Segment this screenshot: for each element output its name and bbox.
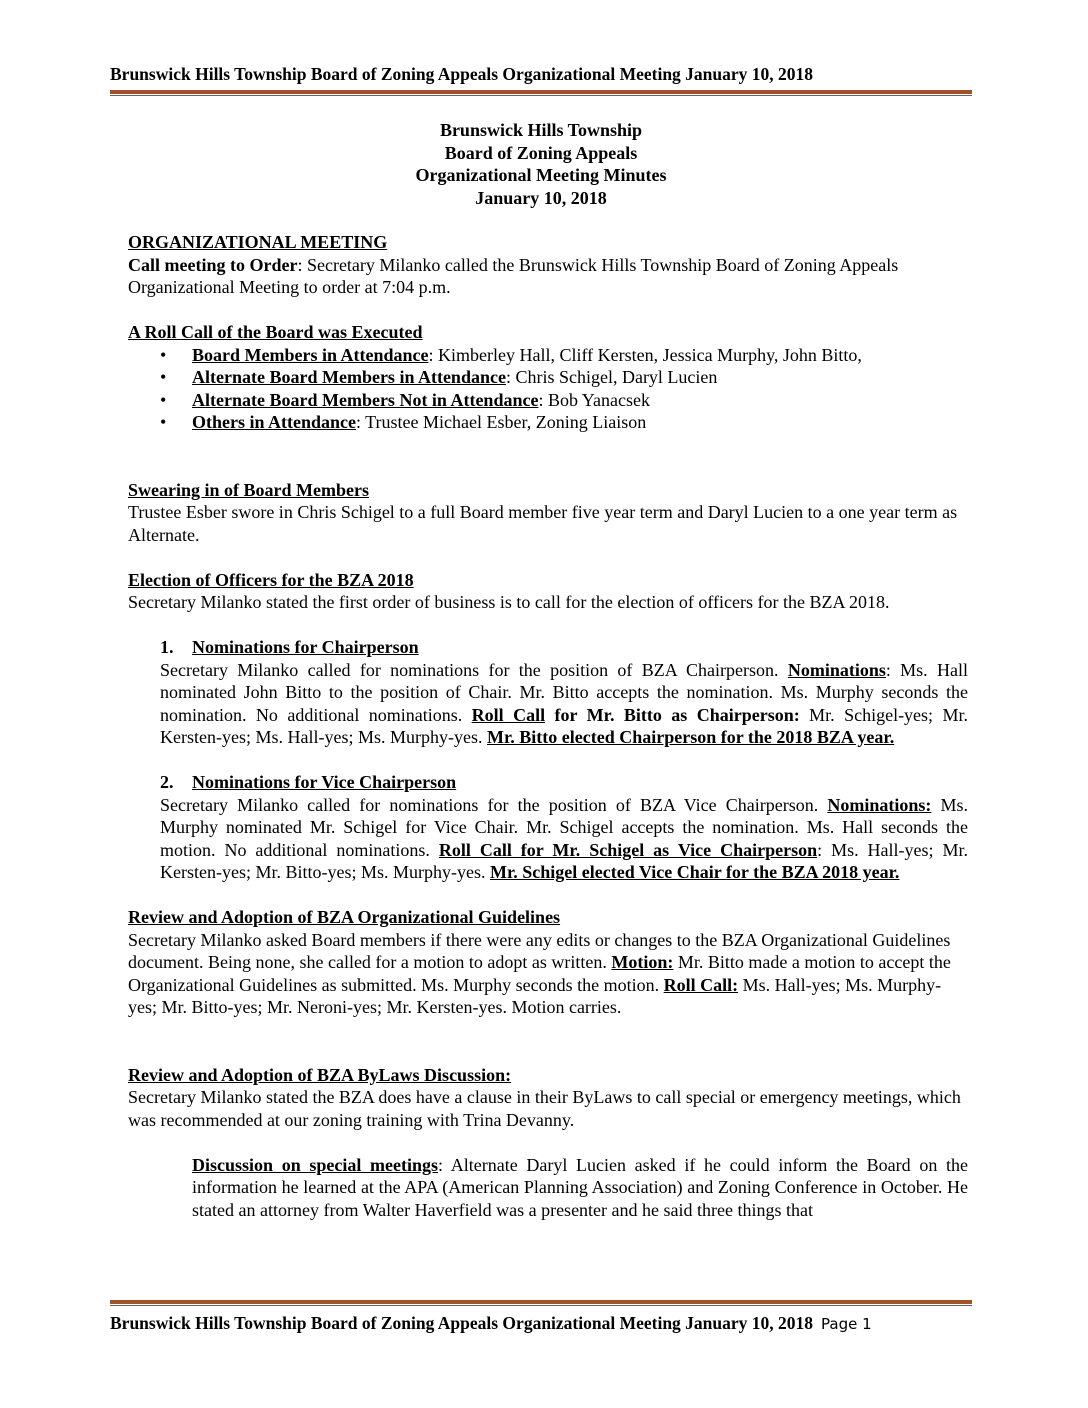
call-to-order: Call meeting to Order: Secretary Milanko called the Brunswick Hills Township Board of Zoning Appeals Organizational Meeting to order at 7:04 p.m. [128, 254, 899, 297]
running-footer [110, 1313, 972, 1334]
swearing-text: Trustee Esber swore in Chris Schigel to a full Board member five year term and Daryl Lucien to a one year term as Alternate. [128, 502, 958, 545]
org-meeting-heading: ORGANIZATIONAL MEETING [128, 232, 388, 252]
bylaws-text: Secretary Milanko stated the BZA does have a clause in their ByLaws to call special or emergency meetings, which was recommended at our zoning training with Trina Devanny. [128, 1087, 961, 1130]
title-line-1: Brunswick Hills Township [439, 120, 643, 140]
running-header: Brunswick Hills Township Board of Zoning Appeals Organizational Meeting January 10, 2018 [110, 64, 814, 84]
document-title-block [110, 119, 972, 209]
vice-chair-nominations: 2. Nominations for Vice Chairperson [160, 772, 457, 792]
call-to-order-label: Call meeting to Order [128, 254, 298, 275]
list-item: • Board Members in Attendance: Kimberley Hall, Cliff Kersten, Jessica Murphy, John Bitto, [128, 344, 968, 367]
vice-chair-heading: Nominations for Vice Chairperson [192, 772, 457, 792]
bylaws-heading: Review and Adoption of BZA ByLaws Discussion: [128, 1064, 512, 1085]
swearing-heading: Swearing in of Board Members [128, 479, 369, 500]
election-heading: Election of Officers for the BZA 2018 [128, 569, 414, 590]
chair-result: Mr. Bitto elected Chairperson for the 2018 BZA year. [486, 727, 895, 747]
title-line-2: Board of Zoning Appeals [444, 142, 638, 163]
vice-chair-text: Secretary Milanko called for nominations for the position of BZA Vice Chairperson. Nominations: Ms. Murphy nominated Mr. Schigel for Vice Chair. Mr. Schigel accepts the nomination. Ms. Hall seconds the motion. No additional nominations. Roll Call for Mr. Schigel as Vice Chairperson: Ms. Hall-yes; Mr. Kersten-yes; Mr. Bitto-yes; Ms. Murphy-yes. Mr. Schigel elected Vice Chair for the BZA 2018 year. [160, 794, 969, 882]
guidelines-heading: Review and Adoption of BZA Organizational Guidelines [128, 907, 561, 927]
chair-nominations: 1. Nominations for Chairperson [160, 637, 419, 657]
chair-text: Secretary Milanko called for nominations for the position of BZA Chairperson. Nominations: Ms. Hall nominated John Bitto to the position of Chair. Mr. Bitto accepts the nomination. Ms. Murphy seconds the nomination. No additional nominations. Roll Call for Mr. Bitto as Chairperson: Mr. Schigel-yes; Mr. Kersten-yes; Ms. Hall-yes; Ms. Murphy-yes. Mr. Bitto elected Chairperson for the 2018 BZA year. [160, 659, 968, 747]
header-rule [110, 90, 972, 96]
list-item: • Others in Attendance: Trustee Michael Esber, Zoning Liaison [128, 411, 968, 434]
list-item: • Alternate Board Members in Attendance: Chris Schigel, Daryl Lucien [128, 366, 968, 389]
minutes-body [128, 231, 968, 1221]
vice-chair-result: Mr. Schigel elected Vice Chair for the BZA 2018 year. [489, 862, 900, 882]
footer-title: Brunswick Hills Township Board of Zoning Appeals Organizational Meeting January 10, 2018 [110, 1313, 814, 1333]
list-item: • Alternate Board Members Not in Attendance: Bob Yanacsek [128, 389, 968, 412]
guidelines-text: Secretary Milanko asked Board members if there were any edits or changes to the BZA Organizational Guidelines document. Being none, she called for a motion to adopt as written. Motion: Mr. Bitto made a motion to accept the Organizational Guidelines as submitted. Ms. Murphy seconds the motion. Roll Call: Ms. Hall-yes; Ms. Murphy-yes; Mr. Bitto-yes; Mr. Neroni-yes; Mr. Kersten-yes. Motion carries. [128, 929, 951, 1017]
attendance-list [128, 344, 968, 434]
roll-call-heading: A Roll Call of the Board was Executed [128, 322, 423, 342]
election-text: Secretary Milanko stated the first order of business is to call for the election of officers for the BZA 2018. [128, 592, 890, 612]
title-line-4: January 10, 2018 [475, 187, 607, 208]
page-number: Page 1 [821, 1315, 872, 1333]
title-line-3: Organizational Meeting Minutes [415, 165, 667, 185]
chair-heading: Nominations for Chairperson [192, 637, 419, 657]
footer-rule [110, 1300, 972, 1306]
special-meetings-discussion: Discussion on special meetings: Alternate Daryl Lucien asked if he could inform the Board on the information he learned at the APA (American Planning Association) and Zoning Conference in October. He stated an attorney from Walter Haverfield was a presenter and he said three things that [192, 1154, 968, 1220]
